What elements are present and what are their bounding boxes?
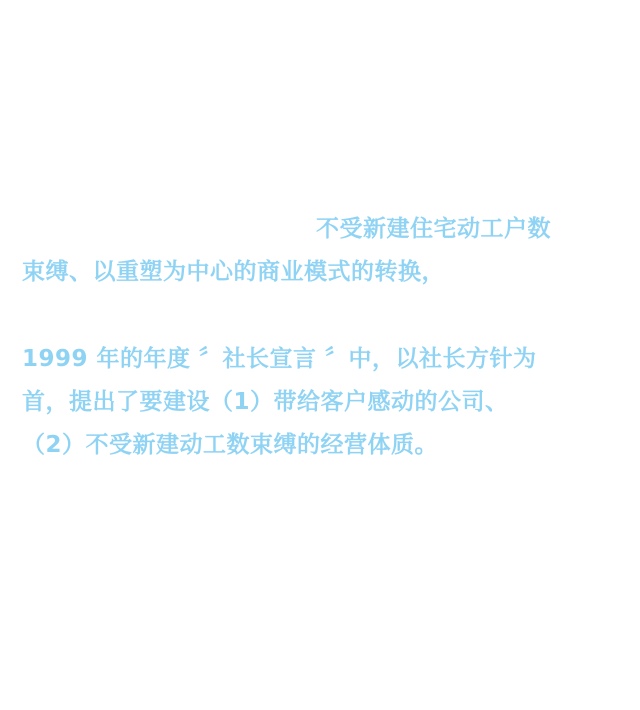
text-line: 不受新建住宅动工户数 bbox=[316, 216, 551, 242]
text-line: 1999 年的年度 〞社长宣言 〞中，以社长方针为 bbox=[22, 346, 537, 372]
paragraph-president-declaration bbox=[22, 338, 612, 467]
text-line: 束缚、以重塑为中心的商业模式的转换， bbox=[22, 259, 445, 285]
text-line: （2）不受新建动工数束缚的经营体质。 bbox=[22, 432, 439, 458]
paragraph-business-model bbox=[22, 208, 612, 294]
text-line: 首，提出了要建设（1）带给客户感动的公司、 bbox=[22, 389, 509, 415]
